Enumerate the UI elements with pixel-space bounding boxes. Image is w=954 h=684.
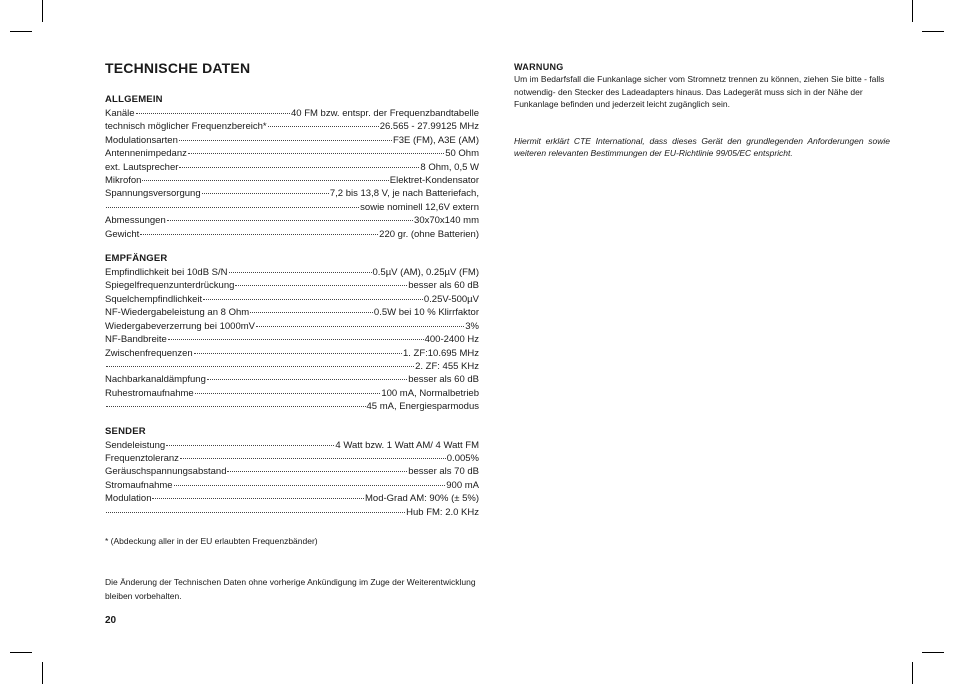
spec-value: 4 Watt bzw. 1 Watt AM/ 4 Watt FM xyxy=(335,439,479,451)
spec-label: Frequenztoleranz xyxy=(105,452,179,464)
dot-leader xyxy=(195,392,381,394)
spec-value: Hub FM: 2.0 KHz xyxy=(406,506,479,518)
dot-leader xyxy=(202,192,329,194)
spec-row xyxy=(105,293,479,306)
spec-label: Nachbarkanaldämpfung xyxy=(105,374,206,386)
spec-row xyxy=(105,320,479,333)
spec-row xyxy=(105,187,479,200)
spec-value: 1. ZF:10.695 MHz xyxy=(402,347,479,359)
spec-row xyxy=(105,439,479,452)
spec-label: Mikrofon xyxy=(105,175,142,187)
spec-row xyxy=(105,465,479,478)
spec-row xyxy=(105,214,479,227)
dot-leader xyxy=(174,484,446,486)
spec-label: Geräuschspannungsabstand xyxy=(105,466,227,478)
dot-leader xyxy=(106,405,366,407)
spec-value: 900 mA xyxy=(446,479,479,491)
spec-row xyxy=(105,120,479,133)
spec-label: Wiedergabeverzerrung bei 1000mV xyxy=(105,320,255,332)
crop-mark xyxy=(10,31,32,32)
spec-row xyxy=(105,147,479,160)
spec-label: Modulation xyxy=(105,493,152,505)
crop-mark xyxy=(922,652,944,653)
spec-label: Stromaufnahme xyxy=(105,479,173,491)
spec-row xyxy=(105,506,479,519)
spec-label: Antennenimpedanz xyxy=(105,148,187,160)
spec-value: 50 Ohm xyxy=(445,148,479,160)
spec-row xyxy=(105,107,479,120)
spec-value: 2. ZF: 455 KHz xyxy=(415,360,479,372)
spec-value: 30x70x140 mm xyxy=(414,215,479,227)
dot-leader xyxy=(140,233,378,235)
dot-leader xyxy=(207,378,407,380)
dot-leader xyxy=(229,271,372,273)
spec-value: 100 mA, Normalbetrieb xyxy=(381,387,479,399)
spec-row xyxy=(105,228,479,241)
spec-row xyxy=(105,492,479,505)
crop-mark xyxy=(922,31,944,32)
spec-value: 0.5W bei 10 % Klirrfaktor xyxy=(373,307,479,319)
spec-value: besser als 60 dB xyxy=(408,374,479,386)
dot-leader xyxy=(235,284,407,286)
spec-label: Empfindlichkeit bei 10dB S/N xyxy=(105,267,228,279)
spec-row xyxy=(105,134,479,147)
spec-value: 0.25V-500µV xyxy=(423,293,479,305)
spec-row xyxy=(105,333,479,346)
change-note: Die Änderung der Technischen Daten ohne vorherige Ankündigung im Zuge der Weiterentwicklung bleiben vorbehalten. xyxy=(105,576,476,602)
spec-value: besser als 70 dB xyxy=(408,466,479,478)
spec-label: Kanäle xyxy=(105,108,135,119)
section-heading: ALLGEMEIN xyxy=(105,94,163,105)
dot-leader xyxy=(167,219,413,221)
page-number: 20 xyxy=(105,615,117,626)
spec-row xyxy=(105,201,479,214)
spec-value: 3% xyxy=(465,320,479,332)
spec-row xyxy=(105,360,479,373)
warning-text: Um im Bedarfsfall die Funkanlage sicher vom Stromnetz trennen zu können, ziehen Sie bitte - falls notwendig- den Stecker des Ladeadapters hinaus. Das Ladegerät muss sich in der Nähe der Funkanlage befinden und jederzeit leicht zugänglich sein. xyxy=(514,74,885,110)
page-title: TECHNISCHE DATEN xyxy=(105,60,251,76)
dot-leader xyxy=(106,365,414,367)
section-heading: EMPFÄNGER xyxy=(105,253,168,265)
technical-data-column xyxy=(105,60,479,604)
spec-label: Gewicht xyxy=(105,228,140,240)
spec-value: sowie nominell 12,6V extern xyxy=(360,201,479,213)
crop-mark xyxy=(42,662,43,684)
spec-label: Modulationsarten xyxy=(105,134,178,146)
spec-label: NF-Wiedergabeleistung an 8 Ohm xyxy=(105,307,250,319)
crop-mark xyxy=(912,662,913,684)
spec-row xyxy=(105,373,479,386)
spec-value: 0.005% xyxy=(446,452,479,464)
spec-value: Mod-Grad AM: 90% (± 5%) xyxy=(365,493,479,505)
spec-label: Spannungsversorgung xyxy=(105,188,201,200)
spec-value: besser als 60 dB xyxy=(408,280,479,292)
spec-label: Spiegelfrequenzunterdrückung xyxy=(105,280,235,292)
spec-value: Elektret-Kondensator xyxy=(389,175,479,187)
spec-value: 45 mA, Energiesparmodus xyxy=(366,401,479,413)
spec-row xyxy=(105,279,479,292)
dot-leader xyxy=(166,444,334,446)
dot-leader xyxy=(179,166,419,168)
dot-leader xyxy=(227,470,407,472)
spec-row xyxy=(105,400,479,413)
dot-leader xyxy=(194,352,402,354)
spec-label: Zwischenfrequenzen xyxy=(105,347,193,359)
crop-mark xyxy=(10,652,32,653)
dot-leader xyxy=(180,457,446,459)
dot-leader xyxy=(106,511,405,513)
spec-label: Squelchempfindlichkeit xyxy=(105,293,203,305)
spec-value: 8 Ohm, 0,5 W xyxy=(420,161,479,173)
conformity-statement: Hiermit erklärt CTE International, dass dieses Gerät den grundlegenden Anforderungen sowie weiteren relevanten Bestimmungen der EU-Richtlinie 99/05/EC entspricht. xyxy=(514,135,890,159)
dot-leader xyxy=(136,112,290,114)
spec-row xyxy=(105,347,479,360)
crop-mark xyxy=(912,0,913,22)
spec-sections xyxy=(105,94,479,519)
spec-value: 26.565 - 27.99125 MHz xyxy=(379,121,479,133)
dot-leader xyxy=(106,206,359,208)
dot-leader xyxy=(179,139,392,141)
spec-value: 40 FM bzw. entspr. der Frequenzbandtabelle xyxy=(290,108,479,119)
dot-leader xyxy=(142,179,388,181)
dot-leader xyxy=(203,298,423,300)
spec-row xyxy=(105,161,479,174)
spec-label: technisch möglicher Frequenzbereich* xyxy=(105,121,267,133)
footnote: * (Abdeckung aller in der EU erlaubten Frequenzbänder) xyxy=(105,535,318,546)
spec-value: F3E (FM), A3E (AM) xyxy=(392,134,479,146)
spec-row xyxy=(105,266,479,279)
dot-leader xyxy=(256,325,464,327)
spec-value: 400-2400 Hz xyxy=(424,334,479,346)
spec-value: 220 gr. (ohne Batterien) xyxy=(379,228,479,240)
spec-label: ext. Lautsprecher xyxy=(105,161,179,173)
spec-label: Ruhestromaufnahme xyxy=(105,387,194,399)
spec-row xyxy=(105,306,479,319)
dot-leader xyxy=(250,311,373,313)
dot-leader xyxy=(268,125,379,127)
spec-value: 7,2 bis 13,8 V, je nach Batteriefach, xyxy=(329,188,479,200)
spec-label: Abmessungen xyxy=(105,215,166,227)
spec-row xyxy=(105,452,479,465)
spec-row xyxy=(105,387,479,400)
spec-row xyxy=(105,174,479,187)
dot-leader xyxy=(168,338,424,340)
crop-mark xyxy=(42,0,43,22)
warning-heading: WARNUNG xyxy=(514,62,564,72)
warning-column xyxy=(514,62,890,159)
dot-leader xyxy=(152,497,364,499)
spec-label: Sendeleistung xyxy=(105,439,166,451)
section-heading: SENDER xyxy=(105,425,146,437)
spec-label: NF-Bandbreite xyxy=(105,334,167,346)
dot-leader xyxy=(188,152,444,154)
spec-row xyxy=(105,479,479,492)
spec-value: 0.5µV (AM), 0.25µV (FM) xyxy=(372,267,479,279)
